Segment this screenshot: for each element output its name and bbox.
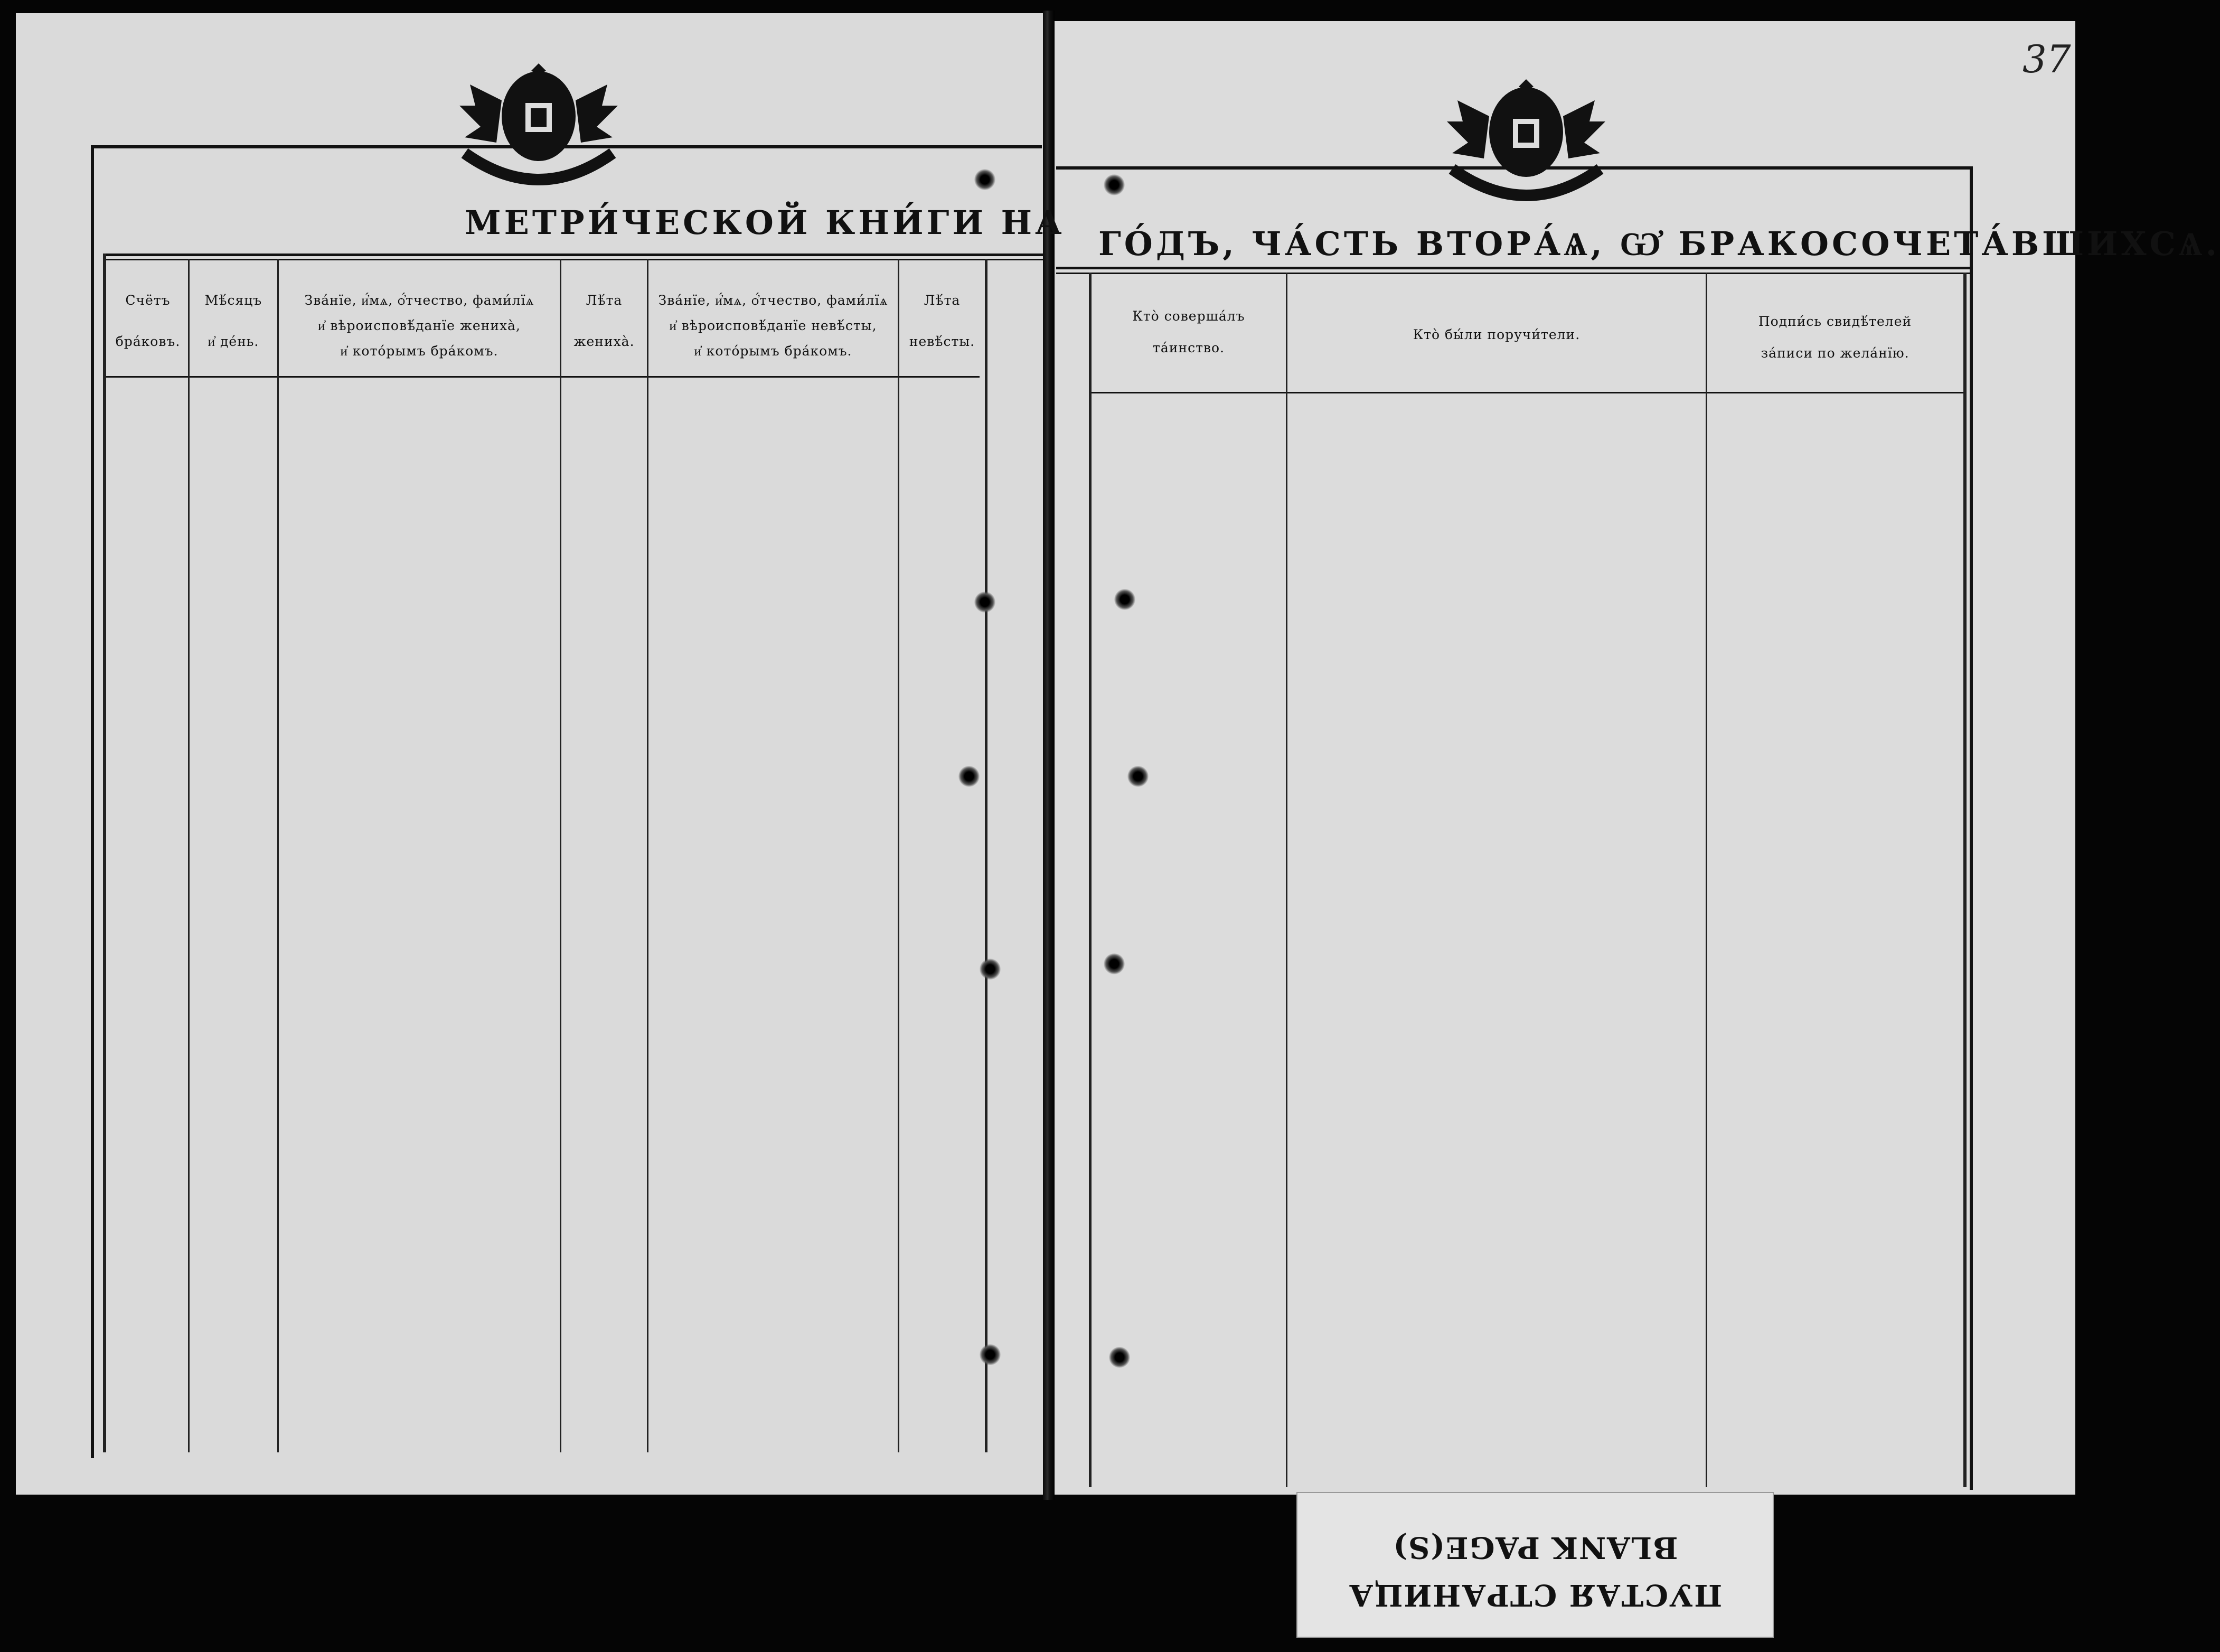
blank-label-russian: ПУСТАЯ СТРАНИЦА (1348, 1578, 1723, 1612)
left-eagle-emblem (444, 53, 634, 190)
binding-hole (980, 959, 1001, 980)
left-title-rule (103, 254, 1043, 256)
binding-hole (974, 169, 995, 190)
left-outer-line (103, 254, 106, 1452)
left-col-divider-1 (188, 259, 190, 1452)
right-page-title: ГО́ДЪ, ЧА́СТЬ ВТОРА́Ѧ, Ѡ҆ БРАКОСОЧЕТА́ВШИХСѦ. (1098, 224, 2220, 263)
blank-label-english: BLANK PAGE(S) (1392, 1530, 1678, 1565)
blank-page-label (1296, 1492, 1774, 1638)
col-header-guarantors: Кто̀ бы́ли поручи́тели. (1413, 327, 1581, 342)
left-header-rule (103, 376, 980, 378)
col-header-month-day: Мѣ́сяцъ и҆ де́нь. (204, 293, 262, 349)
col-header-marriage-number: Счётъ бра́ковъ. (115, 293, 181, 349)
left-col-divider-6 (985, 259, 987, 1452)
right-col-divider-1 (1089, 273, 1092, 1487)
col-header-groom-info: Зва́нїе, и҆́мѧ, ѻ҆́тчество, фами́лїѧ и҆ вѣроисповѣ́данїе жениха̀, и҆ кото́рымъ бра́комъ. (304, 293, 534, 359)
col-header-witness-signature: Подпи́сь свидѣ́телей за́писи по жела́нїю. (1758, 314, 1912, 361)
binding-hole (1114, 589, 1135, 610)
left-col-divider-2 (277, 259, 279, 1452)
right-header-rule (1090, 392, 1964, 393)
col-header-officiant: Кто̀ соверша́лъ та́инство. (1132, 308, 1245, 355)
left-col-divider-3 (560, 259, 561, 1452)
right-title-rule-2 (1056, 273, 1970, 274)
binding-hole (1104, 174, 1125, 195)
right-col-divider-3 (1706, 273, 1707, 1487)
binding-hole (1109, 1347, 1130, 1368)
right-title-rule (1056, 267, 1970, 269)
left-page-title: МЕТРИ́ЧЕСКОЙ КНИ́ГИ НА (465, 203, 1065, 242)
binding-hole (1127, 766, 1149, 787)
right-outer-line (1963, 273, 1967, 1487)
binding-hole (958, 766, 980, 787)
col-header-bride-age: Лѣ́та невѣ́сты. (909, 293, 975, 349)
col-header-groom-age: Лѣ́та жениха̀. (573, 293, 635, 349)
right-col-divider-2 (1286, 273, 1287, 1487)
page-number: 37 (2023, 37, 2071, 81)
col-header-bride-info: Зва́нїе, и҆́мѧ, ѻ҆́тчество, фами́лїѧ и҆ вѣроисповѣ́данїе невѣ́сты, и҆ кото́рымъ бра́комъ. (658, 293, 888, 359)
left-title-rule-2 (103, 259, 1043, 260)
binding-hole (980, 1344, 1001, 1365)
right-eagle-emblem (1431, 69, 1621, 206)
left-col-divider-5 (898, 259, 899, 1452)
binding-hole (974, 592, 995, 613)
binding-hole (1104, 953, 1125, 974)
left-col-divider-4 (647, 259, 648, 1452)
